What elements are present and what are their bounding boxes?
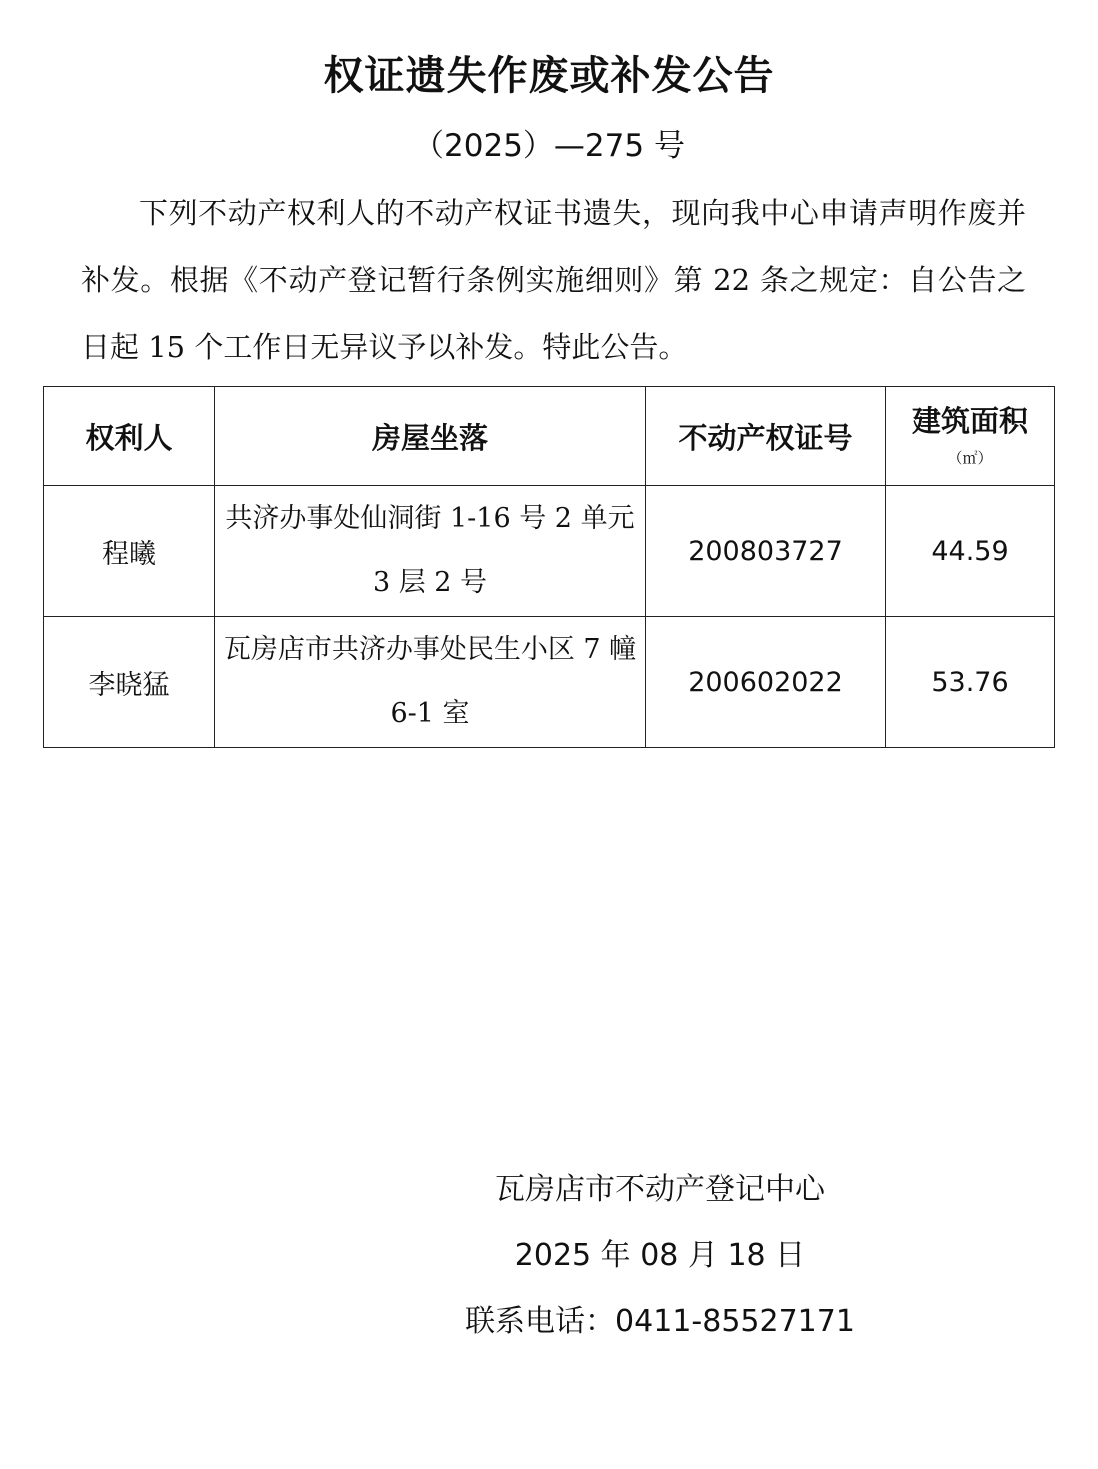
location-cell: 瓦房店市共济办事处民生小区 7 幢 6-1 室 — [215, 617, 646, 748]
header-area-unit: （㎡） — [947, 449, 993, 467]
table-header-row — [44, 387, 1055, 486]
notice-title: 权证遗失作废或补发公告 — [323, 53, 775, 99]
header-owner: 权利人 — [44, 387, 215, 486]
header-cert-no: 不动产权证号 — [646, 387, 886, 486]
area-cell: 53.76 — [886, 617, 1055, 748]
contact-phone: 联系电话：0411-85527171 — [465, 1304, 855, 1339]
table-row — [44, 486, 1055, 617]
cert-no-cell: 200602022 — [646, 617, 886, 748]
certificate-table — [43, 386, 1055, 748]
owner-cell: 李晓猛 — [44, 617, 215, 748]
issue-date: 2025 年 08 月 18 日 — [514, 1238, 806, 1273]
header-location: 房屋坐落 — [215, 387, 646, 486]
header-area-cell — [886, 387, 1055, 486]
area-cell: 44.59 — [886, 486, 1055, 617]
cert-no-cell: 200803727 — [646, 486, 886, 617]
location-cell: 共济办事处仙洞街 1-16 号 2 单元 3 层 2 号 — [215, 486, 646, 617]
notice-number: （2025）—275 号 — [413, 128, 685, 164]
issuing-organization: 瓦房店市不动产登记中心 — [495, 1172, 825, 1207]
owner-cell: 程曦 — [44, 486, 215, 617]
notice-body: 下列不动产权利人的不动产权证书遗失，现向我中心申请声明作废并补发。根据《不动产登记暂行条例实施细则》第 22 条之规定：自公告之日起 15 个工作日无异议予以补发。特此公告。 — [81, 196, 1026, 364]
header-area: 建筑面积 — [911, 404, 1028, 438]
table-row — [44, 617, 1055, 748]
